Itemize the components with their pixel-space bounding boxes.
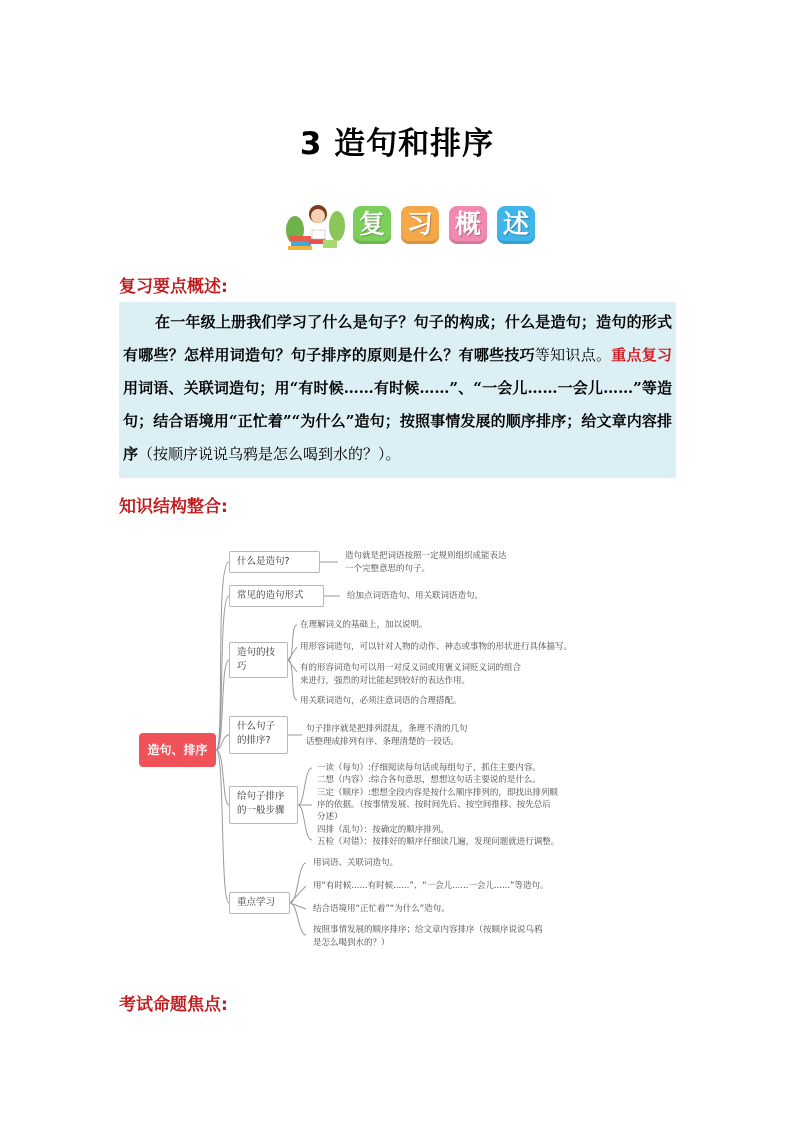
leaf-technique-1: 在理解词义的基础上，加以说明。	[300, 620, 428, 630]
leaf-technique-3a: 有的形容词造句可以用一对反义词或用褒义词贬义词的组合	[300, 663, 522, 673]
branch-techniques: 造句的技巧	[229, 642, 288, 678]
leaf-key-4a: 按照事情发展的顺序排序；给文章内容排序（按顺序说说乌鸦	[313, 925, 543, 935]
branch-sentence-ordering: 什么句子的排序?	[229, 716, 288, 754]
leaf-definition-2: 一个完整意思的句子。	[345, 564, 431, 574]
branch-key-study: 重点学习	[229, 892, 290, 914]
leaf-technique-4: 用关联词造句，必须注意词语的合理搭配。	[300, 696, 462, 706]
banner-char-shu: 述	[497, 206, 535, 244]
leaf-key-2: 用“有时候......有时候......”、“一会儿......一会儿......”等造句。	[313, 881, 549, 891]
mindmap-root: 造句、排序	[139, 733, 216, 767]
leaf-key-4b: 是怎么喝到水的？）	[313, 938, 390, 948]
branch-what-is-sentence: 什么是造句?	[229, 551, 320, 573]
summary-highlight: 重点复习	[611, 346, 672, 364]
summary-part2: 等知识点。	[534, 346, 612, 364]
leaf-key-3: 结合语境用“正忙着”“为什么”造句。	[313, 904, 450, 914]
leaf-step-3c: 分述）	[317, 812, 343, 822]
reading-girl-illustration	[285, 200, 347, 250]
review-summary-text	[119, 302, 676, 471]
review-banner	[285, 200, 545, 252]
leaf-step-4: 四排（乱句）：按确定的顺序排列。	[317, 825, 449, 835]
page-title: 3 造句和排序	[299, 126, 495, 162]
leaf-step-1: 一读（每句）:仔细阅读每句话或每组句子，抓住主要内容。	[317, 763, 541, 773]
leaf-step-5: 五检（对错）：按排好的顺序仔细读几遍，发现问题就进行调整。	[317, 837, 560, 847]
section-exam-focus: 考试命题焦点:	[119, 995, 228, 1015]
summary-part5: （按顺序说说乌鸦是怎么喝到水的？）。	[138, 445, 401, 463]
summary-part4: 用词语、关联词造句；用“有时候……有时候……”、“一会儿……一会儿……”等造句；结合语境用“正忙着”“为什么”造句；按照事情发展的顺序排序；给文章内容排序	[123, 379, 672, 463]
leaf-technique-2: 用形容词造句，可以针对人物的动作、神态或事物的形状进行具体描写。	[300, 642, 573, 652]
section-review-points: 复习要点概述:	[119, 277, 228, 297]
leaf-step-3b: 序的依据。（按事情发展、按时间先后、按空间推移、按先总后	[317, 800, 551, 810]
leaf-key-1: 用词语、关联词造句。	[313, 858, 399, 868]
leaf-step-3a: 三定（顺序）:想想全段内容是按什么顺序排列的，即找出排列顺	[317, 788, 558, 798]
branch-common-forms: 常见的造句形式	[229, 585, 324, 607]
review-summary-box	[119, 302, 676, 478]
leaf-step-2: 二想（内容）:综合各句意思，想想这句话主要说的是什么。	[317, 775, 541, 785]
section-knowledge-structure: 知识结构整合:	[119, 497, 228, 517]
leaf-ordering-1: 句子排序就是把排列混乱，条理不清的几句	[306, 724, 468, 734]
branch-ordering-steps: 给句子排序的一般步骤	[229, 786, 298, 824]
banner-char-gai: 概	[449, 206, 487, 244]
leaf-definition-1: 造句就是把词语按照一定规则组织成能表达	[345, 551, 507, 561]
leaf-technique-3b: 来进行，强烈的对比能起到较好的表达作用。	[300, 676, 471, 686]
summary-part1: 在一年级上册我们学习了什么是句子？句子的构成；什么是造句；造句的形式有哪些？怎样用词造句？句子排序的原则是什么？有哪些技巧	[123, 313, 672, 364]
leaf-ordering-2: 话整理成排列有序、条理清楚的一段话。	[306, 737, 460, 747]
banner-char-xi: 习	[401, 206, 439, 244]
banner-char-fu: 复	[353, 206, 391, 244]
leaf-forms: 给加点词语造句、用关联词语造句。	[347, 591, 484, 601]
